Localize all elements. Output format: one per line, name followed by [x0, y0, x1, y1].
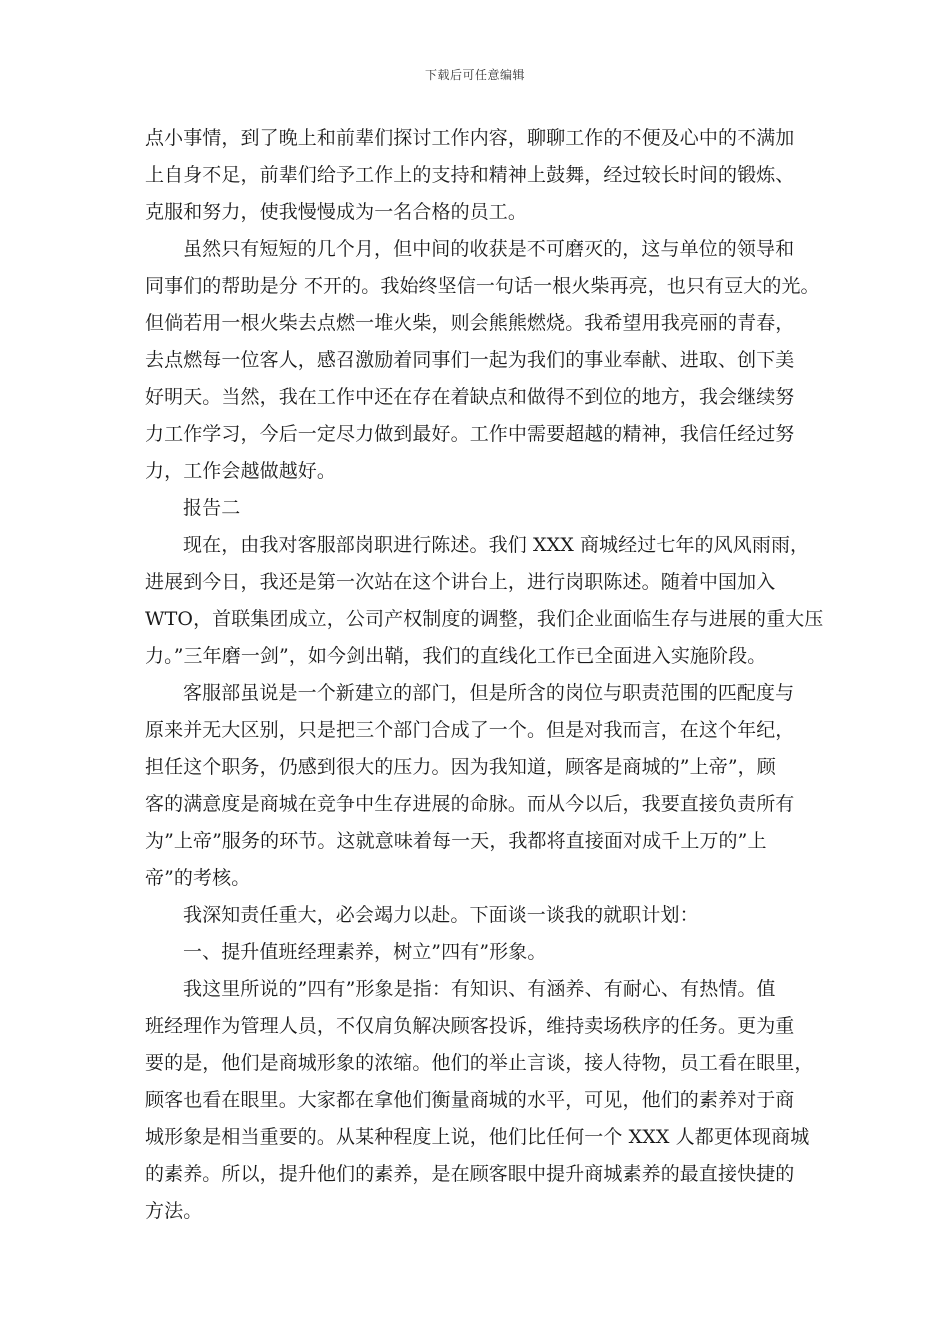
paragraph [145, 934, 825, 971]
paragraph [145, 490, 825, 527]
text-line: 方法。 [145, 1200, 203, 1222]
text-line: 我深知责任重大，必会竭力以赴。下面谈一谈我的就职计划： [183, 904, 699, 926]
paragraph [145, 120, 825, 231]
text-line: 帝”的考核。 [145, 867, 251, 889]
text-line: 班经理作为管理人员，不仅肩负解决顾客投诉，维持卖场秩序的任务。更为重 [145, 1015, 795, 1037]
text-line: 报告二 [183, 497, 241, 519]
text-line: 力工作学习，今后一定尽力做到最好。工作中需要超越的精神，我信任经过努 [145, 423, 795, 445]
text-line: 顾客也看在眼里。大家都在拿他们衡量商城的水平，可见，他们的素养对于商 [145, 1089, 795, 1111]
text-line: 担任这个职务，仍感到很大的压力。因为我知道，顾客是商城的”上帝”，顾 [145, 756, 776, 778]
page-header-note: 下载后可任意编辑 [424, 68, 525, 82]
text-line: 客的满意度是商城在竞争中生存进展的命脉。而从今以后，我要直接负责所有 [145, 793, 795, 815]
text-line: 力。”三年磨一剑”，如今剑出鞘，我们的直线化工作已全面进入实施阶段。 [145, 645, 767, 667]
text-line: WTO，首联集团成立，公司产权制度的调整，我们企业面临生存与进展的重大压 [145, 608, 824, 630]
text-line: 为”上帝”服务的环节。这就意味着每一天，我都将直接面对成千上万的”上 [145, 830, 767, 852]
paragraph [145, 897, 825, 934]
document-body [145, 120, 825, 1230]
text-line: 同事们的帮助是分 不开的。我始终坚信一句话一根火柴再亮，也只有豆大的光。 [145, 275, 820, 297]
text-line: 点小事情，到了晚上和前辈们探讨工作内容，聊聊工作的不便及心中的不满加 [145, 127, 795, 149]
paragraph [145, 971, 825, 1230]
paragraph [145, 675, 825, 897]
text-line: 力，工作会越做越好。 [145, 460, 337, 482]
text-line: 原来并无大区别，只是把三个部门合成了一个。但是对我而言，在这个年纪， [145, 719, 795, 741]
text-line: 的素养。所以，提升他们的素养，是在顾客眼中提升商城素养的最直接快捷的 [145, 1163, 795, 1185]
text-line: 要的是，他们是商城形象的浓缩。他们的举止言谈，接人待物，员工看在眼里， [145, 1052, 814, 1074]
text-line: 现在，由我对客服部岗职进行陈述。我们 XXX 商城经过七年的风风雨雨， [183, 534, 810, 556]
text-line: 客服部虽说是一个新建立的部门，但是所含的岗位与职责范围的匹配度与 [183, 682, 795, 704]
text-line: 但倘若用一根火柴去点燃一堆火柴，则会熊熊燃烧。我希望用我亮丽的青春， [145, 312, 795, 334]
paragraph [145, 527, 825, 675]
text-line: 好明天。当然，我在工作中还在存在着缺点和做得不到位的地方，我会继续努 [145, 386, 795, 408]
text-line: 进展到今日，我还是第一次站在这个讲台上，进行岗职陈述。随着中国加入 [145, 571, 776, 593]
text-line: 克服和努力，使我慢慢成为一名合格的员工。 [145, 201, 528, 223]
text-line: 我这里所说的”四有”形象是指：有知识、有涵养、有耐心、有热情。值 [183, 978, 776, 1000]
paragraph [145, 231, 825, 490]
text-line: 虽然只有短短的几个月，但中间的收获是不可磨灭的，这与单位的领导和 [183, 238, 795, 260]
text-line: 上自身不足，前辈们给予工作上的支持和精神上鼓舞，经过较长时间的锻炼、 [145, 164, 795, 186]
text-line: 去点燃每一位客人，感召激励着同事们一起为我们的事业奉献、进取、创下美 [145, 349, 795, 371]
text-line: 一、提升值班经理素养，树立”四有”形象。 [183, 941, 547, 963]
text-line: 城形象是相当重要的。从某种程度上说，他们比任何一个 XXX 人都更体现商城 [145, 1126, 810, 1148]
